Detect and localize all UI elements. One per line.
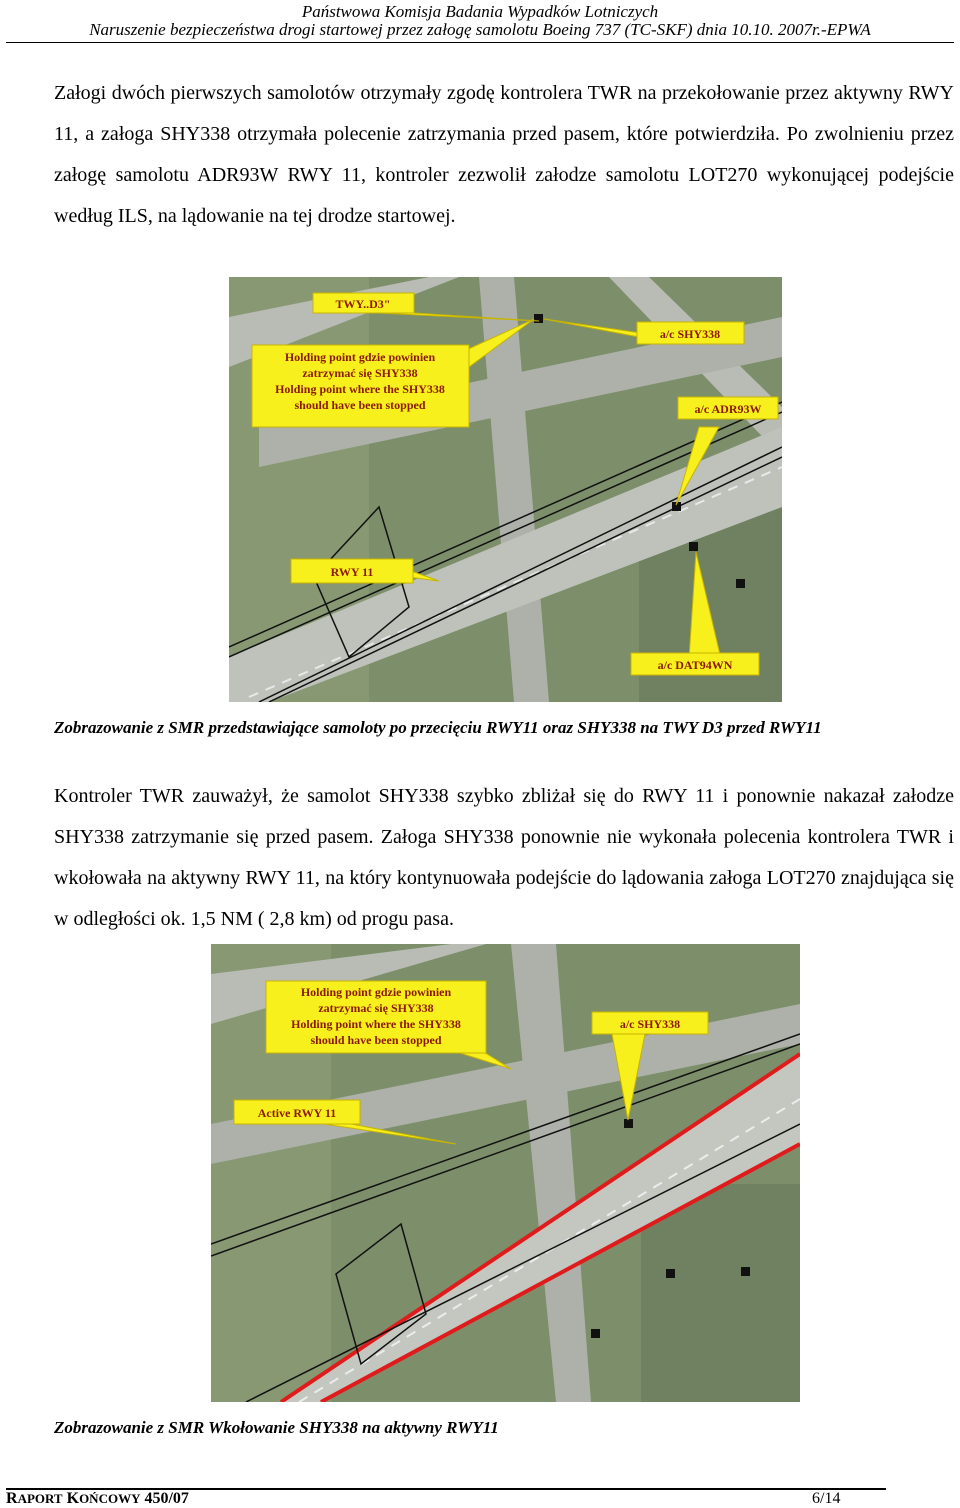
paragraph-1: Załogi dwóch pierwszych samolotów otrzymały zgodę kontrolera TWR na przekołowanie przez aktywny RWY 11, a załoga SHY338 otrzymała polecenie zatrzymania przed pasem, które potwierdziła. Po zwolnieniu przez załogę samolotu ADR93W RWY 11, kontroler zezwolił załodze samolotu LOT270 wykonującej podejście według ILS, na lądowanie na tej drodze startowej. xyxy=(54,82,954,227)
callout-holding-line-4: should have been stopped xyxy=(310,1033,442,1047)
callout-holding-line-3: Holding point where the SHY338 xyxy=(291,1017,461,1031)
smr-map-2 xyxy=(211,944,800,1402)
callout-holding-line-4: should have been stopped xyxy=(294,398,426,412)
header-incident-title: Naruszenie bezpieczeństwa drogi startowej przez załogę samolotu Boeing 737 (TC-SKF) dnia 10.10. 2007r.-EPWA xyxy=(89,20,871,39)
figure-2-caption: Zobrazowanie z SMR Wkołowanie SHY338 na aktywny RWY11 xyxy=(54,1418,499,1437)
page-header xyxy=(0,0,960,44)
callout-active-rwy-11: Active RWY 11 xyxy=(257,1106,337,1120)
smr-figure-1 xyxy=(229,277,782,702)
footer-report-number: 450/07 xyxy=(144,1490,189,1507)
callout-holding-line-1: Holding point gdzie powinien xyxy=(284,350,436,364)
aircraft-marker xyxy=(591,1329,600,1338)
callout-holding-line-2: zatrzymać się SHY338 xyxy=(318,1001,434,1015)
aircraft-marker xyxy=(689,542,698,551)
footer-r: R xyxy=(6,1490,18,1507)
page-number: 6/14 xyxy=(812,1490,841,1507)
callout-shy338: a/c SHY338 xyxy=(659,327,721,341)
callout-adr93w: a/c ADR93W xyxy=(694,402,762,416)
smr-figure-2 xyxy=(211,944,800,1402)
aircraft-marker xyxy=(741,1267,750,1276)
callout-rwy-11: RWY 11 xyxy=(330,565,374,579)
header-commission: Państwowa Komisja Badania Wypadków Lotniczych xyxy=(301,2,659,21)
footer-report-id xyxy=(6,1490,189,1508)
aircraft-marker xyxy=(534,314,543,323)
callout-holding-line-3: Holding point where the SHY338 xyxy=(275,382,445,396)
callout-holding-line-1: Holding point gdzie powinien xyxy=(300,985,452,999)
footer-oncowy: OŃCOWY xyxy=(79,1491,141,1506)
paragraph-2: Kontroler TWR zauważył, że samolot SHY338 szybko zbliżał się do RWY 11 i ponownie nakazał załodze SHY338 zatrzymanie się przed pasem. Załoga SHY338 ponownie nie wykonała polecenia kontrolera TWR i wkołowała na aktywny RWY 11, na który kontynuowała podejście do lądowania załoga LOT270 znajdująca się w odległości ok. 1,5 NM ( 2,8 km) od progu pasa. xyxy=(54,785,954,930)
aircraft-marker xyxy=(624,1119,633,1128)
footer-aport: APORT xyxy=(17,1491,63,1506)
header-rule xyxy=(6,42,954,43)
smr-map-1 xyxy=(229,277,782,702)
figure-1-caption: Zobrazowanie z SMR przedstawiające samoloty po przecięciu RWY11 oraz SHY338 na TWY D3 przed RWY11 xyxy=(54,718,822,737)
footer-k: K xyxy=(66,1490,80,1507)
callout-dat94wn: a/c DAT94WN xyxy=(657,658,733,672)
callout-holding-line-2: zatrzymać się SHY338 xyxy=(302,366,418,380)
aircraft-marker xyxy=(736,579,745,588)
callout-twy-d3: TWY..D3" xyxy=(335,297,391,311)
aircraft-marker xyxy=(666,1269,675,1278)
callout-shy338: a/c SHY338 xyxy=(619,1017,681,1031)
